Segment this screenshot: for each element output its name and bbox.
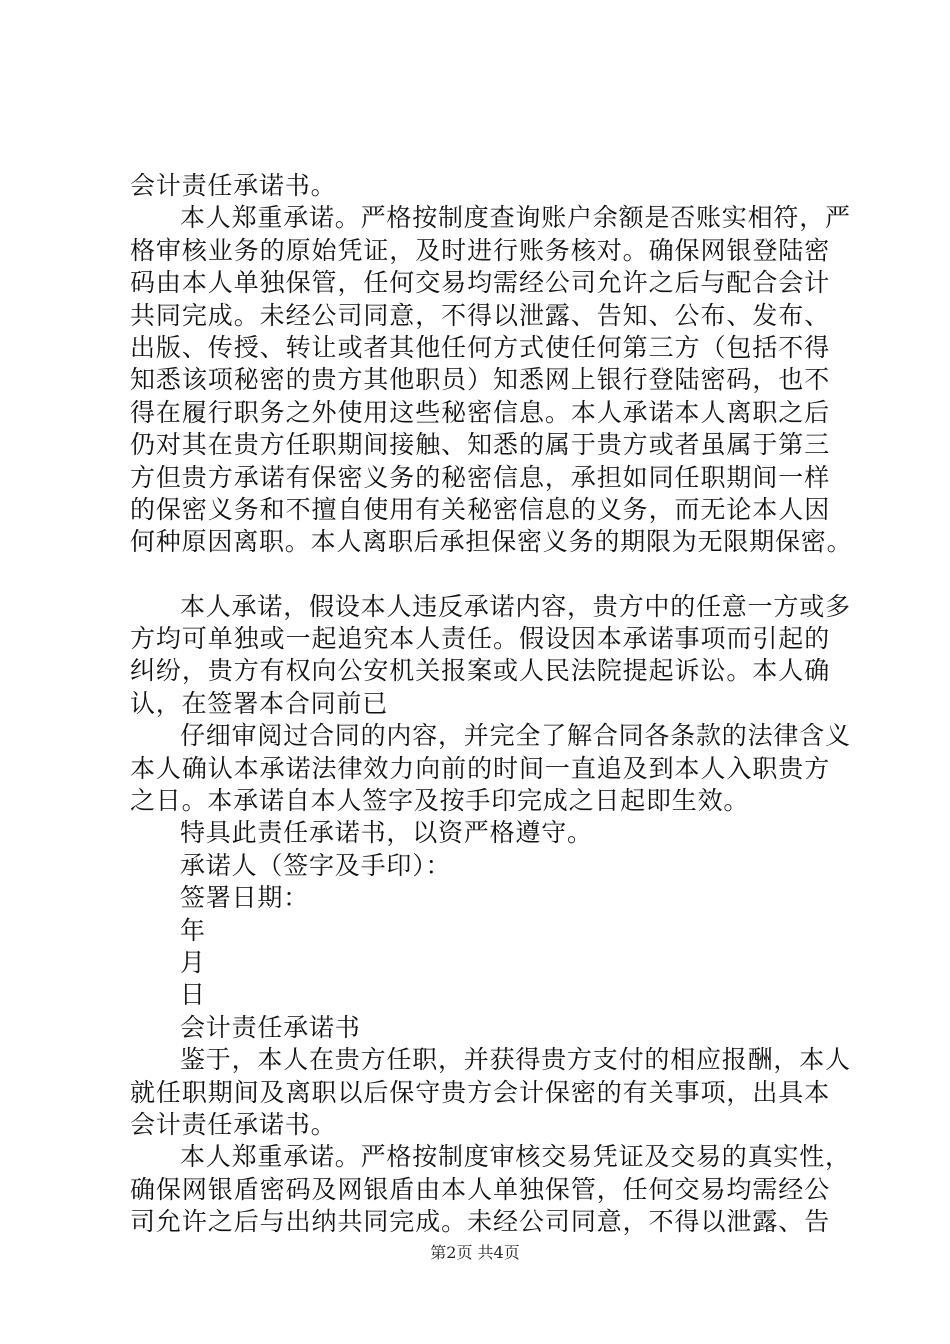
- text-line: 本人确认本承诺法律效力向前的时间一直追及到本人入职贵方: [130, 753, 830, 783]
- text-line: 认，在签署本合同前已: [130, 688, 389, 718]
- document-body: [130, 170, 853, 1239]
- paragraph-first-line: 本人郑重承诺。严格按制度审核交易凭证及交易的真实性，: [180, 1142, 851, 1172]
- text-line: 司允许之后与出纳共同完成。未经公司同意，不得以泄露、告: [130, 1207, 830, 1237]
- text-line: 会计责任承诺书。: [130, 1109, 337, 1139]
- paragraph-first-line: 鉴于，本人在贵方任职，并获得贵方支付的相应报酬，本人: [180, 1045, 851, 1075]
- text-line: 方但贵方承诺有保密义务的秘密信息，承担如同任职期间一样: [130, 462, 830, 492]
- page-footer: 第2页 共4页: [430, 1243, 520, 1262]
- text-line: 知悉该项秘密的贵方其他职员）知悉网上银行登陆密码，也不: [130, 365, 830, 395]
- paragraph-first-line: 仔细审阅过合同的内容，并完全了解合同各条款的法律含义: [180, 721, 851, 751]
- text-line: 何种原因离职。本人离职后承担保密义务的期限为无限期保密。: [130, 527, 853, 557]
- section-title: 会计责任承诺书: [180, 1012, 361, 1042]
- date-month: 月: [180, 947, 206, 977]
- signatory-label: 承诺人（签字及手印）：: [180, 850, 452, 880]
- text-line: 确保网银盾密码及网银盾由本人单独保管，任何交易均需经公: [130, 1174, 830, 1204]
- paragraph-first-line: 本人郑重承诺。严格按制度查询账户余额是否账实相符，严: [180, 203, 851, 233]
- paragraph-first-line: 本人承诺，假设本人违反承诺内容，贵方中的任意一方或多: [180, 591, 851, 621]
- date-day: 日: [180, 980, 206, 1010]
- date-year: 年: [180, 915, 206, 945]
- paragraph-gap: [130, 559, 830, 591]
- text-line: 方均可单独或一起追究本人责任。假设因本承诺事项而引起的: [130, 624, 830, 654]
- text-line: 之日。本承诺自本人签字及按手印完成之日起即生效。: [130, 786, 750, 816]
- text-line: 码由本人单独保管，任何交易均需经公司允许之后与配合会计: [130, 268, 830, 298]
- text-line: 仍对其在贵方任职期间接触、知悉的属于贵方或者虽属于第三: [130, 430, 830, 460]
- text-line: 出版、传授、转让或者其他任何方式使任何第三方（包括不得: [130, 332, 830, 362]
- text-line: 得在履行职务之外使用这些秘密信息。本人承诺本人离职之后: [130, 397, 830, 427]
- text-line: 纠纷，贵方有权向公安机关报案或人民法院提起诉讼。本人确: [130, 656, 830, 686]
- text-line: 格审核业务的原始凭证，及时进行账务核对。确保网银登陆密: [130, 235, 830, 265]
- text-line: 会计责任承诺书。: [130, 171, 337, 200]
- closing-statement: 特具此责任承诺书，以资严格遵守。: [180, 818, 593, 848]
- sign-date-label: 签署日期：: [180, 883, 310, 913]
- text-line: 的保密义务和不擅自使用有关秘密信息的义务，而无论本人因: [130, 494, 830, 524]
- text-line: 就任职期间及离职以后保守贵方会计保密的有关事项，出具本: [130, 1077, 830, 1107]
- text-line: 共同完成。未经公司同意，不得以泄露、告知、公布、发布、: [130, 300, 830, 330]
